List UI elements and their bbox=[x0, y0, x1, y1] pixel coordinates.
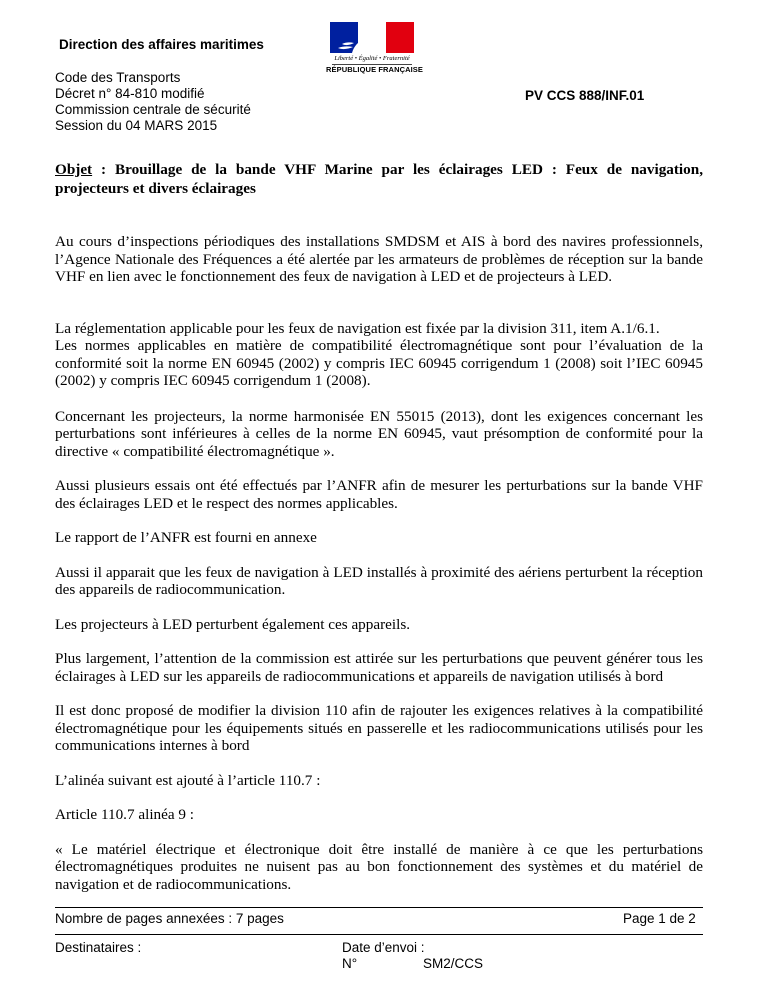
paragraph: L’alinéa suivant est ajouté à l’article 110.7 : bbox=[55, 771, 321, 789]
pv-reference: PV CCS 888/INF.01 bbox=[525, 88, 645, 103]
logo-republic-text: RÉPUBLIQUE FRANÇAISE bbox=[326, 65, 424, 74]
meta-line: Décret n° 84-810 modifié bbox=[55, 86, 205, 101]
republique-francaise-logo bbox=[326, 22, 424, 80]
tricolor-flag-icon bbox=[330, 22, 414, 53]
paragraph: Aussi il apparait que les feux de navigation à LED installés à proximité des aériens perturbent la réception des appareils de radiocommunication. bbox=[55, 563, 703, 598]
paragraph: « Le matériel électrique et électronique doit être installé de manière à ce que les perturbations électromagnétiques produites ne nuisent pas au bon fonctionnement des systèmes et du matériel de navigation et de radiocommunications. bbox=[55, 840, 703, 893]
subject-line bbox=[55, 160, 703, 198]
paragraph: Aussi plusieurs essais ont été effectués par l’ANFR afin de mesurer les perturbations sur la bande VHF des éclairages LED et le respect des normes applicables. bbox=[55, 477, 703, 512]
paragraph: Il est donc proposé de modifier la division 110 afin de rajouter les exigences relatives à la compatibilité électromagnétique pour les équipements situés en passerelle et les radiocommunications utilisés pour les communications internes à bord bbox=[55, 702, 703, 754]
paragraph: Le rapport de l’ANFR est fourni en annexe bbox=[55, 529, 317, 546]
number-value: SM2/CCS bbox=[423, 956, 484, 971]
subject-text: : Brouillage de la bande VHF Marine par les éclairages LED : Feux de navigation, projecteurs et divers éclairages bbox=[55, 161, 703, 197]
footer-rule-bottom bbox=[55, 934, 703, 935]
footer-rule-top bbox=[55, 907, 703, 908]
paragraph: Article 110.7 alinéa 9 : bbox=[55, 806, 195, 823]
subject-label: Objet bbox=[55, 161, 93, 178]
header-meta bbox=[55, 70, 251, 134]
paragraph: Plus largement, l’attention de la commission est attirée sur les perturbations que peuvent générer tous les éclairages à LED sur les appareils de radiocommunications et appareils de navigation utilisés à bord bbox=[55, 650, 703, 685]
send-date-label: Date d’envoi : bbox=[342, 940, 425, 955]
recipients-label: Destinataires : bbox=[55, 940, 142, 955]
meta-line: Commission centrale de sécurité bbox=[55, 102, 251, 117]
paragraph: La réglementation applicable pour les feux de navigation est fixée par la division 311, item A.1/6.1. bbox=[55, 319, 660, 337]
meta-line: Session du 04 MARS 2015 bbox=[55, 118, 218, 133]
annexes-count: Nombre de pages annexées : 7 pages bbox=[55, 911, 284, 926]
logo-motto: Liberté • Égalité • Fraternité bbox=[334, 55, 410, 62]
number-label: N° bbox=[342, 956, 358, 971]
page-number: Page 1 de 2 bbox=[623, 911, 696, 926]
department-name: Direction des affaires maritimes bbox=[59, 37, 264, 52]
meta-line: Code des Transports bbox=[55, 70, 181, 85]
paragraph: Au cours d’inspections périodiques des installations SMDSM et AIS à bord des navires professionnels, l’Agence Nationale des Fréquences a été alertée par les armateurs de problèmes de réception sur la bande VHF en lien avec le fonctionnement des feux de navigation à LED et de projecteurs à LED. bbox=[55, 233, 703, 285]
paragraph: Les normes applicables en matière de compatibilité électromagnétique sont pour l’évaluation de la conformité soit la norme EN 60945 (2002) y compris IEC 60945 corrigendum 1 (2008) soit l’IEC 60945 (2002) y compris IEC 60945 corrigendum 1 (2008). bbox=[55, 337, 703, 389]
paragraph: Concernant les projecteurs, la norme harmonisée EN 55015 (2013), dont les exigences concernant les perturbations sont inférieures à celles de la norme EN 60945, vaut présomption de conformité pour la directive « compatibilité électromagnétique ». bbox=[55, 407, 703, 460]
document-body bbox=[55, 233, 703, 893]
paragraph: Les projecteurs à LED perturbent également ces appareils. bbox=[55, 615, 411, 633]
